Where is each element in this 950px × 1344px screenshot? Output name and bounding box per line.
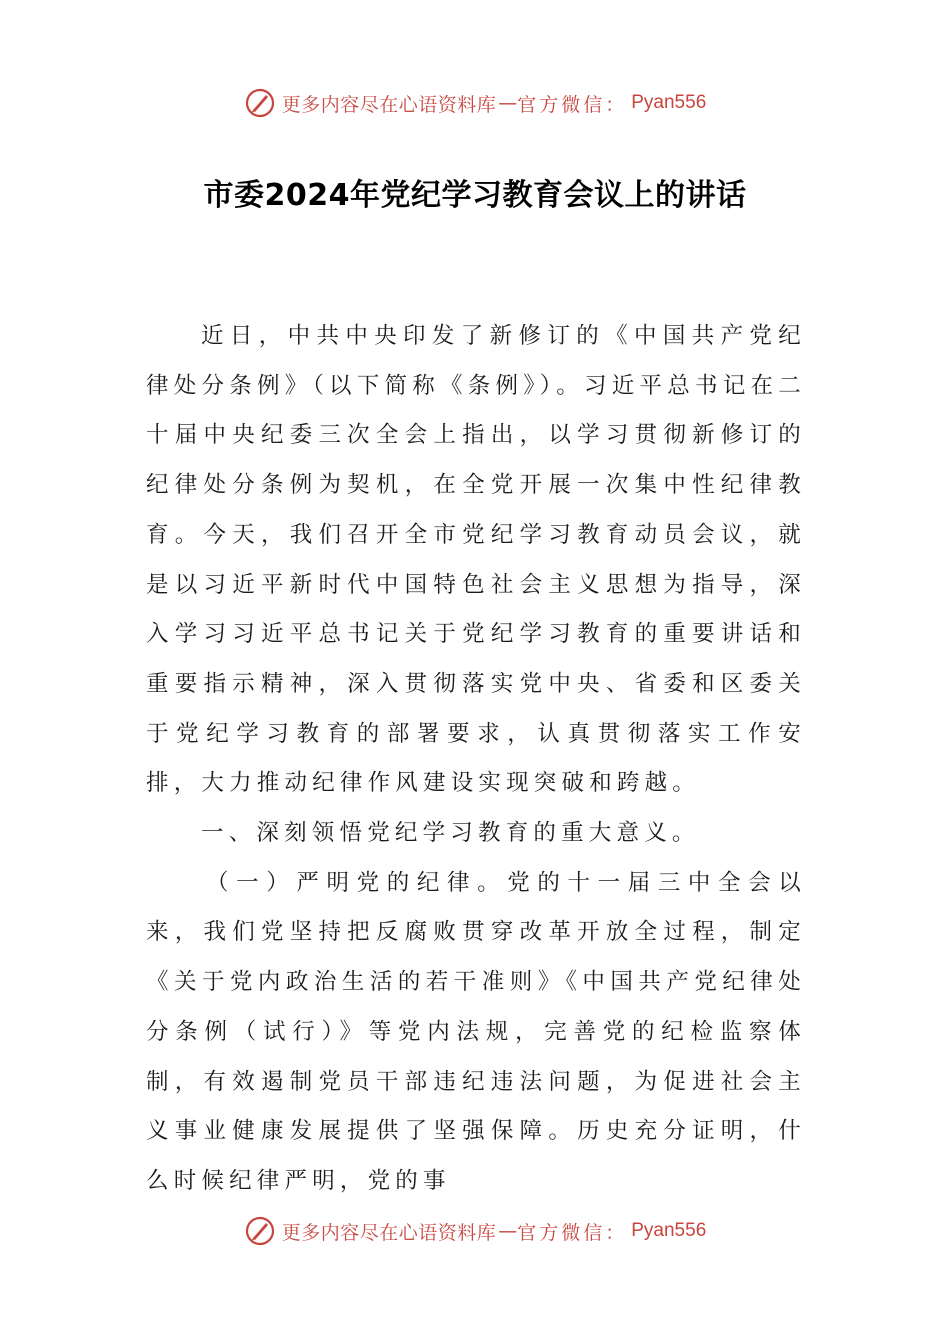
banner-separator: —: [498, 92, 516, 114]
banner-separator: —: [498, 1220, 516, 1242]
body-paragraph: （一）严明党的纪律。党的十一届三中全会以来，我们党坚持把反腐败贯穿改革开放全过程，制定《关于党内政治生活的若干准则》《中国共产党纪律处分条例（试行）》等党内法规，完善党的纪检监察体制，有效遏制党员干部违纪违法问题，为促进社会主义事业健康发展提供了坚强保障。历史充分证明，什么时候纪律严明，党的事: [146, 869, 806, 1194]
official-wechat-label: 官方微信：: [517, 1221, 628, 1244]
quill-pen-logo-icon: [244, 1215, 276, 1247]
header-banner: [0, 83, 950, 123]
document-title: 市委2024年党纪学习教育会议上的讲话: [203, 178, 747, 213]
brand-text: 更多内容尽在心语资料库: [281, 93, 497, 116]
quill-pen-logo-icon: [244, 87, 276, 119]
brand-text: 更多内容尽在心语资料库: [281, 1221, 497, 1244]
section-heading: 一、深刻领悟党纪学习教育的重大意义。: [201, 820, 700, 847]
official-wechat-label: 官方微信：: [517, 93, 628, 116]
body-paragraph: 近日，中共中央印发了新修订的《中国共产党纪律处分条例》（以下简称《条例》）。习近平总书记在二十届中央纪委三次全会上指出，以学习贯彻新修订的纪律处分条例为契机，在全党开展一次集中性纪律教育。今天，我们召开全市党纪学习教育动员会议，就是以习近平新时代中国特色社会主义思想为指导，深入学习习近平总书记关于党纪学习教育的重要讲话和重要指示精神，深入贯彻落实党中央、省委和区委关于党纪学习教育的部署要求，认真贯彻落实工作安排，大力推动纪律作风建设实现突破和跨越。: [146, 323, 806, 797]
wechat-id: Pyan556: [631, 1220, 707, 1241]
footer-banner: [0, 1211, 950, 1251]
document-body: [146, 312, 806, 1207]
wechat-id: Pyan556: [631, 92, 707, 113]
